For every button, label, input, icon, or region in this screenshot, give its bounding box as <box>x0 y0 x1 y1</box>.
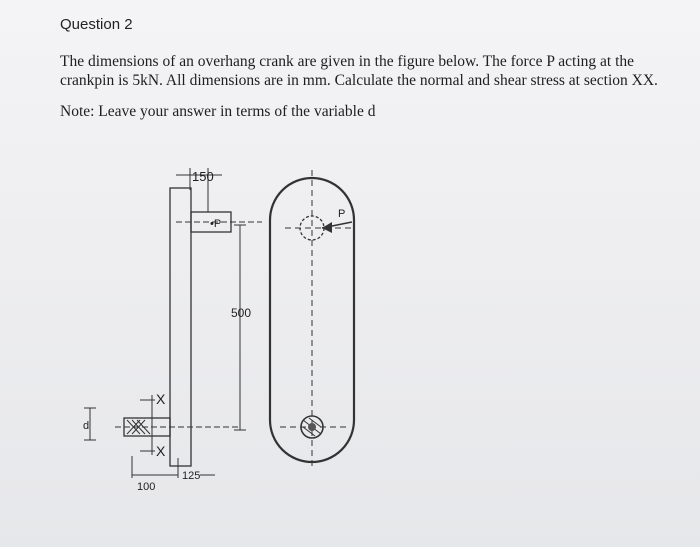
section-label-bottom: X <box>156 443 166 459</box>
dim-125: 125 <box>182 470 201 482</box>
dim-150: 150 <box>192 169 214 184</box>
force-label-right: P <box>338 208 346 220</box>
dim-500: 500 <box>231 306 252 320</box>
question-heading: Question 2 <box>60 16 133 33</box>
section-label-top: X <box>156 391 166 407</box>
dim-d: d <box>83 420 90 432</box>
question-note: Note: Leave your answer in terms of the variable d <box>60 103 376 120</box>
dim-100: 100 <box>137 481 156 493</box>
force-label-left: •P <box>210 218 222 230</box>
question-statement: The dimensions of an overhang crank are given in the figure below. The force P acting at the crankpin is 5kN. All dimensions are in mm. Calculate the normal and shear stress at section XX. <box>60 53 658 89</box>
crank-arm-front <box>170 188 191 466</box>
